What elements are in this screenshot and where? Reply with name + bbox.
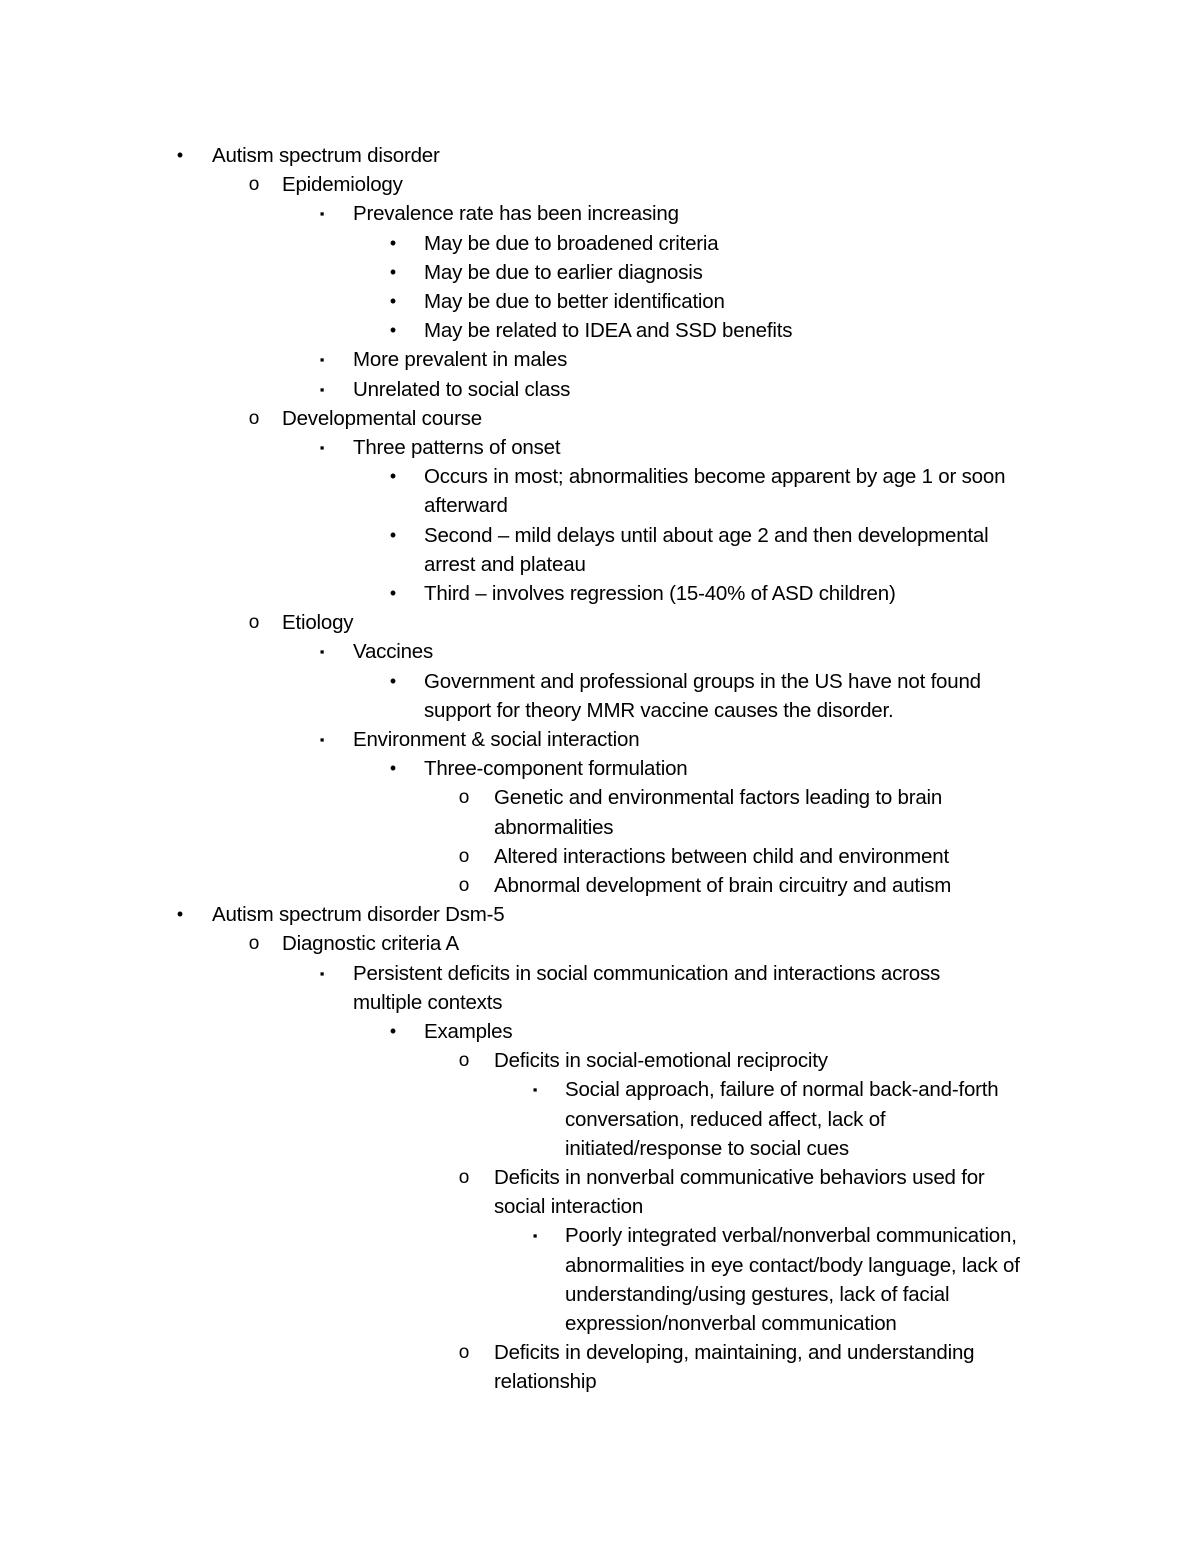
bullet-marker-icon: ▪ — [319, 352, 325, 368]
outline-item-continuation — [0, 1105, 1200, 1134]
outline-item-continuation — [0, 1251, 1200, 1280]
outline-item-text: abnormalities — [494, 815, 614, 839]
bullet-marker-icon: ▪ — [319, 440, 325, 455]
outline-item — [0, 608, 1200, 637]
bullet-marker-icon: • — [389, 291, 397, 311]
outline-item — [0, 667, 1200, 696]
outline-item-text: Social approach, failure of normal back-and-forth — [565, 1078, 999, 1102]
outline-item-text: Deficits in social-emotional reciprocity — [494, 1049, 828, 1073]
outline-item — [0, 1338, 1200, 1367]
outline-item-text: social interaction — [494, 1195, 644, 1219]
bullet-marker-icon: • — [389, 670, 397, 691]
bullet-marker-icon: ▪ — [319, 732, 325, 747]
outline-item — [0, 433, 1200, 462]
outline-item-continuation — [0, 1367, 1200, 1396]
bullet-marker-icon: o — [458, 787, 470, 809]
outline-item — [0, 316, 1200, 345]
outline-item-text: Second – mild delays until about age 2 and then developmental — [424, 523, 989, 547]
bullet-marker-icon: o — [458, 845, 470, 867]
outline-item — [0, 375, 1200, 404]
outline-item — [0, 170, 1200, 199]
outline-item-text: abnormalities in eye contact/body language, lack of — [565, 1253, 1020, 1277]
outline-item — [0, 229, 1200, 258]
outline-item-continuation — [0, 696, 1200, 725]
outline-item — [0, 725, 1200, 754]
outline-item — [0, 199, 1200, 228]
outline-item — [0, 258, 1200, 287]
bullet-marker-icon: • — [389, 524, 397, 545]
outline-item — [0, 1221, 1200, 1250]
bullet-marker-icon: o — [458, 875, 470, 896]
outline-item-continuation — [0, 1192, 1200, 1221]
bullet-marker-icon: • — [176, 145, 184, 165]
bullet-marker-icon: • — [389, 1021, 397, 1041]
outline-item-text: afterward — [424, 494, 508, 518]
outline-item-continuation — [0, 988, 1200, 1017]
outline-item-text: Autism spectrum disorder — [212, 144, 440, 167]
bullet-marker-icon: • — [389, 466, 397, 487]
outline-item-text: understanding/using gestures, lack of facial — [565, 1282, 950, 1306]
outline-item-text: Developmental course — [282, 406, 482, 430]
outline-item-text: relationship — [494, 1370, 597, 1394]
outline-item-text: Prevalence rate has been increasing — [353, 202, 679, 226]
outline-item-text: Abnormal development of brain circuitry and autism — [494, 874, 952, 897]
outline-item — [0, 404, 1200, 433]
outline-item-text: Examples — [424, 1020, 513, 1043]
outline-item — [0, 287, 1200, 316]
outline-item-text: Unrelated to social class — [353, 377, 571, 401]
outline-item-continuation — [0, 813, 1200, 842]
bullet-marker-icon: ▪ — [319, 965, 325, 981]
bullet-marker-icon: ▪ — [319, 644, 325, 660]
outline-item — [0, 637, 1200, 666]
outline-item — [0, 1017, 1200, 1046]
bullet-marker-icon: ▪ — [532, 1082, 538, 1098]
outline-item — [0, 1163, 1200, 1192]
outline-item — [0, 1046, 1200, 1075]
outline-item — [0, 842, 1200, 871]
outline-item-text: May be due to better identification — [424, 290, 725, 313]
outline-item-text: Deficits in developing, maintaining, and understanding — [494, 1341, 975, 1365]
outline-item — [0, 959, 1200, 988]
outline-item-text: May be related to IDEA and SSD benefits — [424, 319, 793, 343]
outline-item — [0, 141, 1200, 170]
bullet-marker-icon: o — [248, 612, 260, 634]
outline-item-text: Diagnostic criteria A — [282, 932, 459, 956]
outline-item — [0, 871, 1200, 900]
outline-item-text: Deficits in nonverbal communicative behaviors used for — [494, 1166, 985, 1189]
bullet-marker-icon: o — [458, 1050, 470, 1072]
outline-item-text: More prevalent in males — [353, 348, 568, 372]
outline-item — [0, 1075, 1200, 1104]
outline-item-text: Vaccines — [353, 640, 434, 664]
outline-item — [0, 754, 1200, 783]
outline-item-text: Etiology — [282, 611, 354, 635]
outline-item-text: multiple contexts — [353, 990, 503, 1014]
outline-item-text: Persistent deficits in social communication and interactions across — [353, 961, 941, 985]
outline-item — [0, 462, 1200, 491]
outline-item-text: May be due to earlier diagnosis — [424, 260, 703, 284]
outline-item — [0, 579, 1200, 608]
outline-item-text: initiated/response to social cues — [565, 1136, 849, 1160]
outline-item — [0, 345, 1200, 374]
outline-item-text: expression/nonverbal communication — [565, 1312, 897, 1335]
outline-item-continuation — [0, 550, 1200, 579]
outline-item — [0, 900, 1200, 929]
outline-item — [0, 929, 1200, 958]
bullet-marker-icon: o — [248, 933, 260, 955]
outline-item — [0, 783, 1200, 812]
outline-item-text: Three-component formulation — [424, 757, 688, 781]
bullet-marker-icon: o — [248, 407, 260, 429]
outline-item-text: conversation, reduced affect, lack of — [565, 1107, 886, 1131]
outline-item-continuation — [0, 1309, 1200, 1338]
bullet-marker-icon: • — [389, 320, 397, 341]
outline-item-text: support for theory MMR vaccine causes the disorder. — [424, 698, 894, 722]
bullet-marker-icon: • — [389, 232, 397, 253]
bullet-marker-icon: ▪ — [319, 381, 325, 397]
bullet-marker-icon: o — [248, 174, 260, 196]
outline-item-text: May be due to broadened criteria — [424, 231, 719, 255]
bullet-marker-icon: • — [389, 758, 397, 779]
outline-item — [0, 521, 1200, 550]
outline-item-text: Epidemiology — [282, 173, 403, 197]
outline-item-text: Poorly integrated verbal/nonverbal communication, — [565, 1224, 1017, 1248]
bullet-marker-icon: • — [389, 261, 397, 282]
outline-item-text: Occurs in most; abnormalities become apparent by age 1 or soon — [424, 465, 1006, 489]
bullet-marker-icon: • — [389, 583, 397, 603]
bullet-marker-icon: o — [458, 1342, 470, 1364]
outline-item-text: Third – involves regression (15-40% of ASD children) — [424, 582, 896, 605]
outline-item-text: Three patterns of onset — [353, 436, 561, 459]
outline-item-continuation — [0, 491, 1200, 520]
bullet-marker-icon: • — [176, 904, 184, 925]
outline-item-text: Government and professional groups in the US have not found — [424, 669, 981, 693]
outline-item-text: Genetic and environmental factors leading to brain — [494, 786, 943, 810]
outline-item-text: arrest and plateau — [424, 552, 586, 576]
bullet-marker-icon: ▪ — [532, 1228, 538, 1244]
outline-item-continuation — [0, 1134, 1200, 1163]
bullet-marker-icon: ▪ — [319, 206, 325, 222]
outline-item-text: Altered interactions between child and environment — [494, 844, 949, 868]
outline-item-continuation — [0, 1280, 1200, 1309]
bullet-marker-icon: o — [458, 1167, 470, 1188]
outline-item-text: Environment & social interaction — [353, 728, 640, 751]
outline-item-text: Autism spectrum disorder Dsm-5 — [212, 903, 505, 927]
